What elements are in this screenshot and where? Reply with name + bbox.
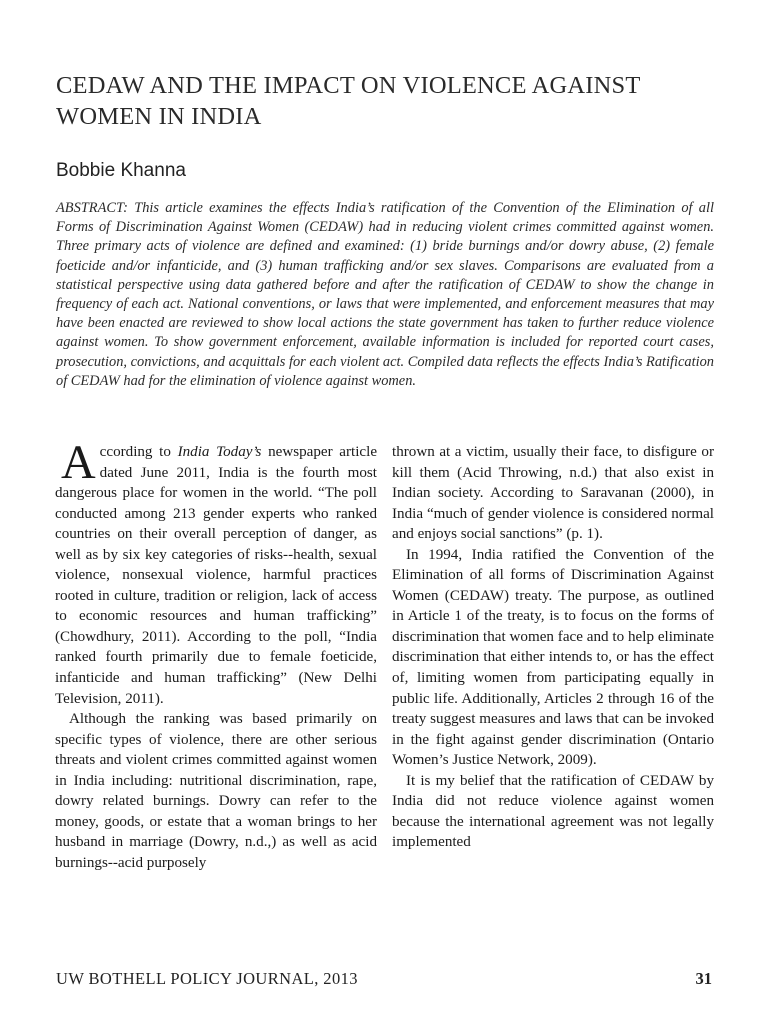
article-title: CEDAW AND THE IMPACT ON VIOLENCE AGAINST WOMEN IN INDIA bbox=[56, 72, 641, 130]
author-name: Bobbie Khanna bbox=[56, 160, 186, 181]
source-title: India Today’s bbox=[177, 444, 262, 460]
page-number: 31 bbox=[695, 969, 712, 988]
paragraph-2-continued: thrown at a victim, usually their face, to disfigure or kill them (Acid Throwing, n.d.) that also exist in Indian society. According to Saravanan (2000), in India “much of gender violence is considered normal and enjoys social sanctions” (p. 1). bbox=[392, 444, 714, 543]
drop-cap: A bbox=[61, 436, 96, 489]
left-column bbox=[55, 436, 378, 873]
journal-footer: UW BOTHELL POLICY JOURNAL, 2013 bbox=[56, 969, 358, 988]
paragraph-2: Although the ranking was based primarily on specific types of violence, there are other serious threats and violent crimes committed against women in India including: nutritional discrimination, rape, dowry related burnings. Dowry can refer to the money, goods, or estate that a woman brings to her husband in marriage (Dowry, n.d.,) as well as acid burnings--acid purposely bbox=[55, 711, 377, 871]
paragraph-1-text: newspaper article dated June 2011, India is the fourth most dangerous place for women in the world. “The poll conducted among 213 gender experts who ranked countries on their overall perception of danger, as well as by six key categories of risks--health, sexual violence, nonsexual violence, harmful practices rooted in culture, tradition or religion, lack of access to economic resources and human trafficking” (Chowdhury, 2011). According to the poll, “India ranked fourth primarily due to female foeticide, infanticide and human trafficking” (New Delhi Television, 2011). bbox=[55, 444, 378, 707]
abstract: ABSTRACT: This article examines the effects India’s ratification of the Convention of the Elimination of all Forms of Discrimination Against Women (CEDAW) had in reducing violent crimes committed against women. Three primary acts of violence are defined and examined: (1) bride burnings and/or dowry abuse, (2) female foeticide and/or infanticide, and (3) human trafficking and/or sex slaves. Comparisons are evaluated from a statistical perspective using data gathered before and after the ratification of CEDAW to show the change in frequency of each act. National conventions, or laws that were implemented, and enforcement measures that may have been enacted are reviewed to show local actions the state government has taken to further reduce violence against women. To show government enforcement, available information is included for reported court cases, prosecution, convictions, and acquittals for each violent act. Compiled data reflects the effects India’s Ratification of CEDAW had for the elimination of violence against women. bbox=[56, 200, 714, 389]
paragraph-1-lead: ccording to bbox=[99, 444, 178, 460]
paragraph-4: It is my belief that the ratification of CEDAW by India did not reduce violence against women because the international agreement was not legally implemented bbox=[392, 772, 714, 851]
right-column bbox=[392, 442, 714, 853]
paragraph-3: In 1994, India ratified the Convention of the Elimination of all forms of Discrimination Against Women (CEDAW) treaty. The purpose, as outlined in Article 1 of the treaty, is to focus on the forms of discrimination that women face and to help eliminate discrimination that either intends to, or has the effect of, limiting women from participating equally in public life. Additionally, Articles 2 through 16 of the treaty suggest measures and laws that can be invoked in the fight against gender discrimination (Ontario Women’s Justice Network, 2009). bbox=[392, 546, 714, 769]
paragraph-1 bbox=[55, 436, 378, 709]
